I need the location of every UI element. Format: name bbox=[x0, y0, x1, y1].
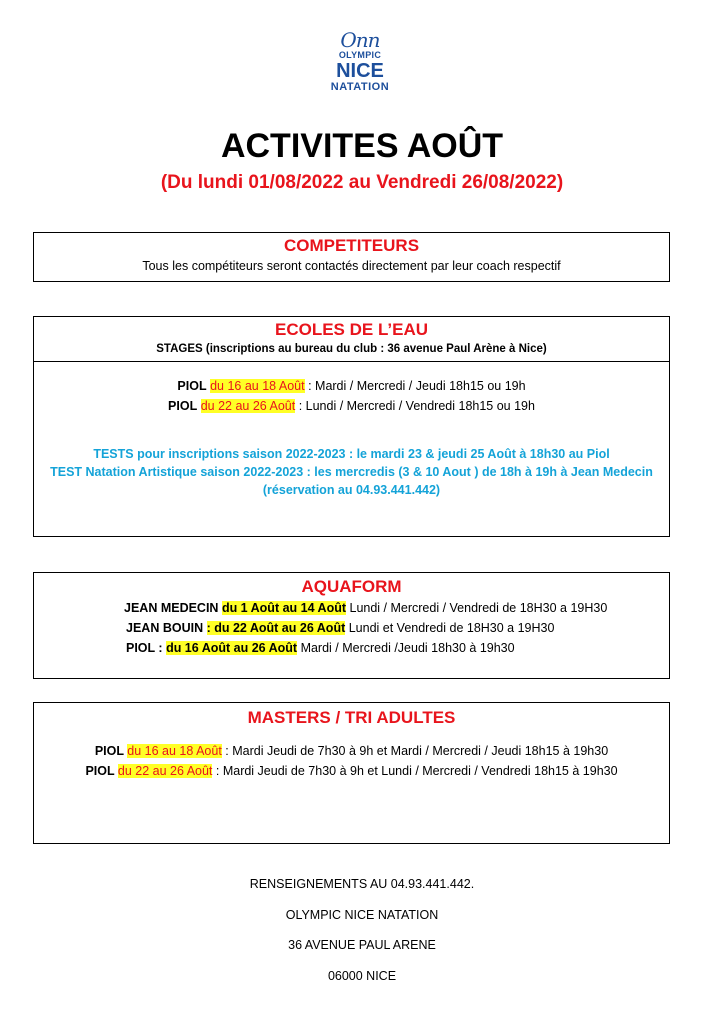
masters-row bbox=[34, 741, 669, 761]
page-title: ACTIVITES AOÛT bbox=[220, 127, 504, 165]
footer-club: OLYMPIC NICE NATATION bbox=[285, 908, 439, 922]
tests-line: TESTS pour inscriptions saison 2022-2023 : le mardi 23 & jeudi 25 Août à 18h30 au Piol bbox=[93, 447, 610, 461]
row-dates: du 16 Août au 26 Août bbox=[166, 641, 298, 655]
tests-line: TEST Natation Artistique saison 2022-2023 : les mercredis (3 & 10 Aout ) de 18h à 19h à Jean Medecin bbox=[50, 465, 653, 479]
row-schedule: Mardi / Mercredi /Jeudi 18h30 à 19h30 bbox=[297, 641, 515, 655]
aquaform-title: AQUAFORM bbox=[301, 577, 402, 596]
aquaform-box bbox=[33, 572, 670, 679]
row-schedule: : Mardi Jeudi de 7h30 à 9h et Lundi / Mercredi / Vendredi 18h15 à 19h30 bbox=[212, 764, 618, 778]
competiteurs-text: Tous les compétiteurs seront contactés directement par leur coach respectif bbox=[142, 259, 561, 273]
row-schedule: : Mardi / Mercredi / Jeudi 18h15 ou 19h bbox=[304, 379, 526, 393]
logo-nice: NICE bbox=[336, 60, 384, 82]
row-place: JEAN BOUIN bbox=[126, 621, 207, 635]
ecoles-title: ECOLES DE L’EAU bbox=[274, 320, 429, 339]
logo-olympic: OLYMPIC bbox=[338, 50, 382, 60]
ecoles-stages: STAGES (inscriptions au bureau du club : 36 avenue Paul Arène à Nice) bbox=[156, 343, 547, 355]
competiteurs-box bbox=[33, 232, 670, 282]
logo-script: Onn bbox=[340, 28, 380, 52]
row-place: PIOL bbox=[177, 379, 207, 393]
aquaform-row bbox=[124, 638, 669, 658]
competiteurs-title: COMPETITEURS bbox=[283, 236, 420, 255]
row-schedule: Lundi et Vendredi de 18H30 a 19H30 bbox=[345, 621, 555, 635]
ecoles-box bbox=[33, 316, 670, 537]
aquaform-row bbox=[124, 618, 669, 638]
row-place: JEAN MEDECIN bbox=[124, 601, 222, 615]
row-dates: du 1 Août au 14 Août bbox=[221, 601, 347, 615]
logo-natation: NATATION bbox=[330, 81, 390, 93]
row-place: PIOL bbox=[85, 764, 118, 778]
masters-box bbox=[33, 702, 670, 844]
row-dates: du 22 au 26 Août bbox=[200, 399, 296, 413]
row-dates: du 16 au 18 Août bbox=[210, 379, 305, 393]
row-dates: : du 22 Août au 26 Août bbox=[206, 621, 346, 635]
page-subtitle: (Du lundi 01/08/2022 au Vendredi 26/08/2022) bbox=[160, 172, 564, 193]
row-dates: du 16 au 18 Août bbox=[127, 744, 222, 758]
ecoles-row bbox=[34, 376, 669, 396]
tests-line: (réservation au 04.93.441.442) bbox=[262, 483, 441, 497]
row-place: PIOL bbox=[94, 744, 128, 758]
row-place: PIOL : bbox=[126, 641, 167, 655]
footer-address: 36 AVENUE PAUL ARENE bbox=[288, 938, 436, 952]
ecoles-row bbox=[34, 396, 669, 416]
row-place: PIOL bbox=[168, 399, 198, 413]
aquaform-row bbox=[124, 598, 669, 618]
club-logo bbox=[325, 30, 395, 104]
masters-title: MASTERS / TRI ADULTES bbox=[247, 708, 456, 727]
footer-city: 06000 NICE bbox=[327, 969, 397, 983]
footer-phone: RENSEIGNEMENTS AU 04.93.441.442. bbox=[249, 877, 475, 891]
row-schedule: Lundi / Mercredi / Vendredi de 18H30 a 19H30 bbox=[346, 601, 608, 615]
row-schedule: : Mardi Jeudi de 7h30 à 9h et Mardi / Mercredi / Jeudi 18h15 à 19h30 bbox=[221, 744, 609, 758]
row-schedule: : Lundi / Mercredi / Vendredi 18h15 ou 19h bbox=[295, 399, 535, 413]
row-dates: du 22 au 26 Août bbox=[117, 764, 213, 778]
masters-row bbox=[34, 761, 669, 781]
